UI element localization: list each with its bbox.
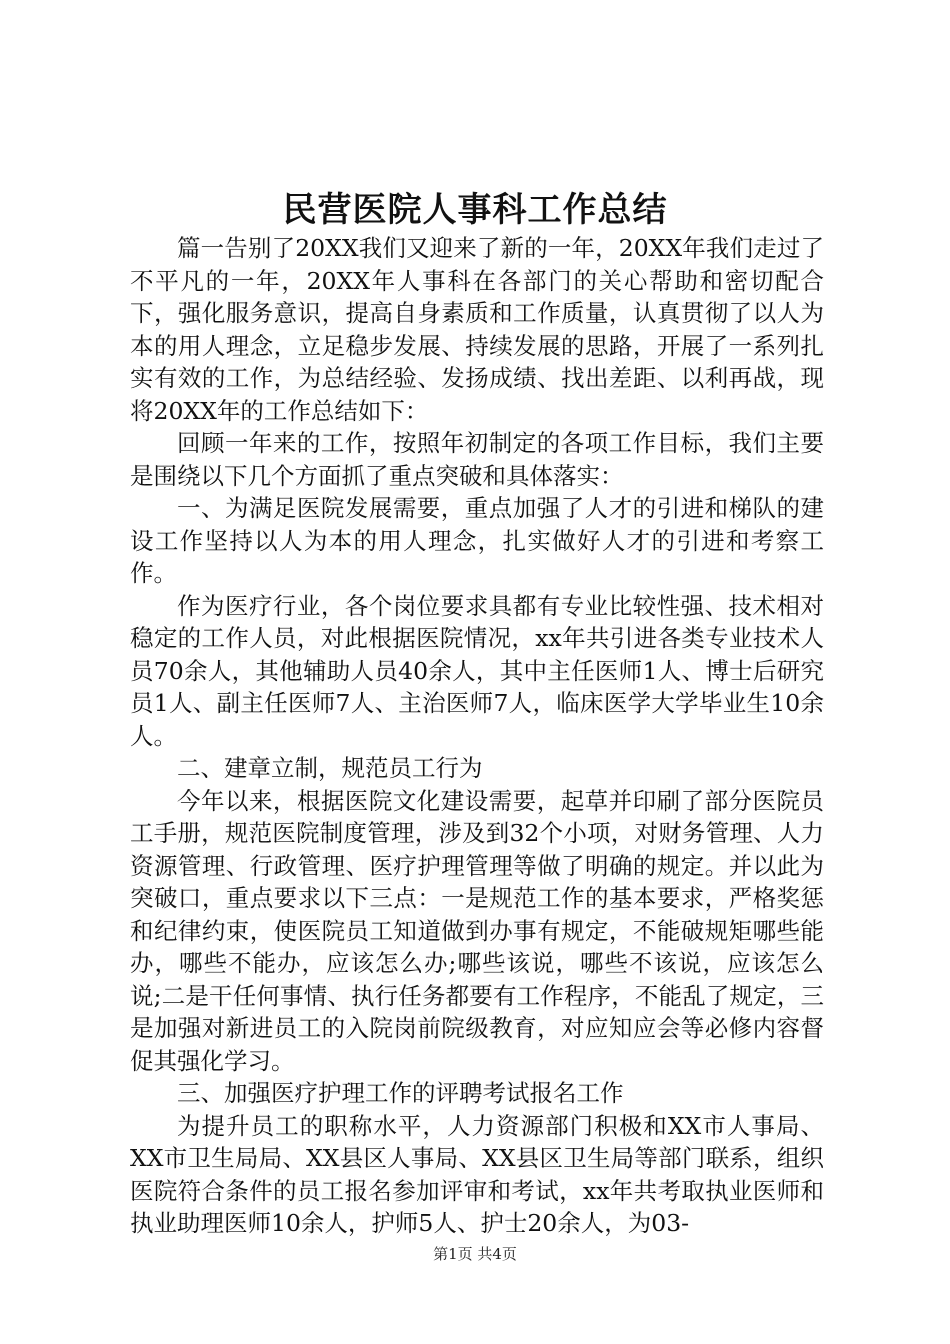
- document-body: [130, 232, 824, 1240]
- section-heading-talent: 一、为满足医院发展需要，重点加强了人才的引进和梯队的建设工作坚持以人为本的用人理念，扎实做好人才的引进和考察工作。: [130, 494, 824, 587]
- paragraph-talent-details: 作为医疗行业，各个岗位要求具都有专业比较性强、技术相对稳定的工作人员，对此根据医院情况，xx年共引进各类专业技术人员70余人，其他辅助人员40余人，其中主任医师1人、博士后研究员1人、副主任医师7人、主治医师7人，临床医学大学毕业生10余人。: [130, 591, 824, 750]
- section-heading-evaluation: 三、加强医疗护理工作的评聘考试报名工作: [177, 1079, 624, 1107]
- paragraph-review: 回顾一年来的工作，按照年初制定的各项工作目标，我们主要是围绕以下几个方面抓了重点突破和具体落实：: [130, 429, 824, 490]
- section-heading-regulations: 二、建章立制，规范员工行为: [177, 754, 483, 782]
- page-number-footer: 第1页 共4页: [433, 1245, 517, 1263]
- paragraph-evaluation-details: 为提升员工的职称水平，人力资源部门积极和XX市人事局、XX市卫生局局、XX县区人事局、XX县区卫生局等部门联系，组织医院符合条件的员工报名参加评审和考试，xx年共考取执业医师和执业助理医师10余人，护师5人、护士20余人，为03-: [130, 1111, 824, 1237]
- document-title: 民营医院人事科工作总结: [282, 190, 668, 230]
- paragraph-intro: 篇一告别了20XX我们又迎来了新的一年，20XX年我们走过了不平凡的一年，20XX年人事科在各部门的关心帮助和密切配合下，强化服务意识，提高自身素质和工作质量，认真贯彻了以人为本的用人理念，立足稳步发展、持续发展的思路，开展了一系列扎实有效的工作，为总结经验、发扬成绩、找出差距、以利再战，现将20XX年的工作总结如下：: [130, 234, 824, 425]
- paragraph-regulations-details: 今年以来，根据医院文化建设需要，起草并印刷了部分医院员工手册，规范医院制度管理，涉及到32个小项，对财务管理、人力资源管理、行政管理、医疗护理管理等做了明确的规定。并以此为突破口，重点要求以下三点：一是规范工作的基本要求，严格奖惩和纪律约束，使医院员工知道做到办事有规定，不能破规矩哪些能办，哪些不能办，应该怎么办;哪些该说，哪些不该说，应该怎么说;二是干任何事情、执行任务都要有工作程序，不能乱了规定，三是加强对新进员工的入院岗前院级教育，对应知应会等必修内容督促其强化学习。: [130, 786, 824, 1075]
